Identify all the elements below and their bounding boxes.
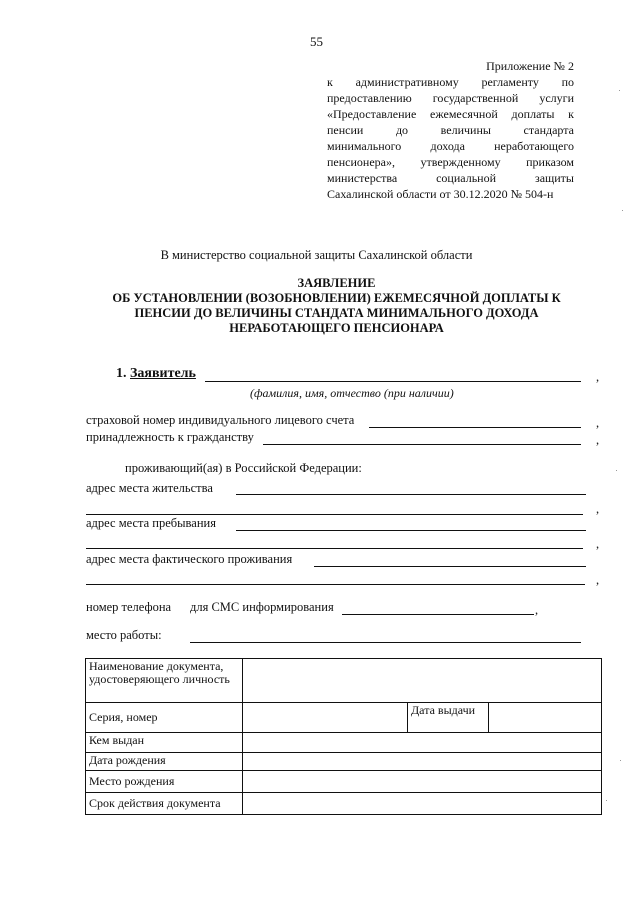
snils-label: страховой номер индивидуального лицевого счета [86,413,355,427]
citizenship-label: принадлежность к гражданству [86,430,254,444]
sms-label: для СМС информирования [190,600,334,614]
residence-address-label: адрес места жительства [86,481,213,495]
work-field[interactable] [190,642,581,643]
table-row-label: Дата выдачи [408,703,489,733]
section-applicant-heading [116,366,196,382]
stay-address-field-2[interactable] [86,548,583,549]
series-number-cell[interactable] [243,703,408,733]
comma: , [596,537,600,551]
appendix-line: Сахалинской области от 30.12.2020 № 504-н [327,187,554,201]
name-hint: (фамилия, имя, отчество (при наличии) [250,386,454,400]
birth-date-cell[interactable] [243,753,602,771]
comma: , [596,573,600,587]
doc-name-cell[interactable] [243,659,602,703]
addressee: В министерство социальной защиты Сахалинской области [160,248,473,262]
stay-address-label: адрес места пребывания [86,516,216,530]
scan-speck [606,800,607,801]
table-row-label: Наименование документа, удостоверяющего личность [86,659,243,703]
title-line: ПЕНСИИ ДО ВЕЛИЧИНЫ СТАНДАТА МИНИМАЛЬНОГО ДОХОДА [134,306,539,320]
section-label: Заявитель [130,366,196,381]
issued-by-cell[interactable] [243,733,602,753]
table-row-label: Дата рождения [86,753,243,771]
scan-speck [619,90,620,91]
comma: , [596,370,600,384]
title-line: ОБ УСТАНОВЛЕНИИ (ВОЗОБНОВЛЕНИИ) ЕЖЕМЕСЯЧНОЙ ДОПЛАТЫ К [112,291,561,305]
residing-label: проживающий(ая) в Российской Федерации: [125,461,362,475]
table-row-label: Место рождения [86,771,243,793]
appendix-title: Приложение № 2 [486,59,574,73]
scan-speck [620,760,621,761]
title-line: НЕРАБОТАЮЩЕГО ПЕНСИОНАРА [229,321,444,335]
appendix-line: пенсии до величины стандарта [327,123,574,137]
comma: , [535,603,539,617]
snils-field[interactable] [369,427,581,428]
actual-address-label: адрес места фактического проживания [86,552,293,566]
citizenship-field[interactable] [263,444,581,445]
applicant-name-field[interactable] [205,381,581,382]
actual-address-field[interactable] [314,566,586,567]
scan-speck [616,470,617,471]
issue-date-cell[interactable] [489,703,602,733]
table-row-label: Срок действия документа [86,793,243,815]
title-line: ЗАЯВЛЕНИЕ [297,276,376,290]
phone-field[interactable] [342,614,534,615]
appendix-line: «Предоставление ежемесячной доплаты к [327,107,574,121]
appendix-line: к административному регламенту по [327,75,574,89]
work-label: место работы: [86,628,162,642]
comma: , [596,416,600,430]
comma: , [596,433,600,447]
comma: , [596,502,600,516]
appendix-block [327,58,574,202]
table-row-label: Кем выдан [86,733,243,753]
stay-address-field[interactable] [236,530,586,531]
section-number: 1. [116,366,127,381]
birth-place-cell[interactable] [243,771,602,793]
actual-address-field-2[interactable] [86,584,585,585]
appendix-line: пенсионера», утвержденному приказом [327,155,574,169]
validity-cell[interactable] [243,793,602,815]
appendix-line: министерства социальной защиты [327,171,574,185]
identity-document-table [85,658,602,815]
page-number: 55 [310,34,323,49]
residence-address-field-2[interactable] [86,514,583,515]
document-title [60,276,613,336]
appendix-line: предоставлению государственной услуги [327,91,574,105]
appendix-line: минимального дохода неработающего [327,139,574,153]
scan-speck [622,210,623,211]
table-row-label: Серия, номер [86,703,243,733]
phone-label: номер телефона [86,600,172,614]
residence-address-field[interactable] [236,494,586,495]
